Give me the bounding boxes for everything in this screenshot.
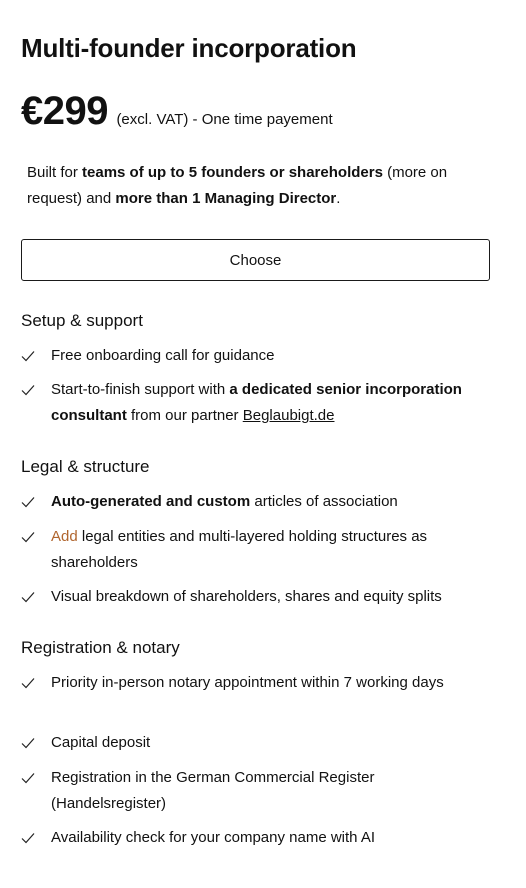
feature-item [21,489,492,515]
feature-item [21,377,492,429]
feature-text: Availability check for your company name with AI [51,829,376,846]
section-title-registration: Registration & notary [21,638,180,657]
feature-text: Visual breakdown of shareholders, shares and equity splits [51,588,442,605]
feature-item [21,584,492,610]
feature-text [51,489,492,515]
price-note: (excl. VAT) - One time payement [116,111,333,128]
check-icon [21,531,35,543]
feature-text: Free onboarding call for guidance [51,347,275,364]
plan-description [27,160,487,212]
feature-text-part: legal entities and multi-layered holding structures as shareholders [51,528,428,571]
description-text: . [336,190,341,207]
choose-button[interactable]: Choose [21,239,490,281]
feature-text: Priority in-person notary appointment within 7 working days [51,674,444,691]
feature-item [21,730,492,756]
section-title-legal: Legal & structure [21,457,150,476]
feature-item [21,524,492,576]
check-icon [21,384,35,396]
feature-text-bold: Auto-generated and custom [51,493,251,510]
feature-item [21,343,492,369]
feature-text: Registration in the German Commercial Register (Handelsregister) [51,769,375,812]
description-text: Built for [27,164,83,181]
description-bold-founders: teams of up to 5 founders or shareholders [82,164,383,181]
section-title-setup: Setup & support [21,311,143,330]
check-icon [21,772,35,784]
feature-item [21,670,492,696]
description-text: (more on request) and [27,164,448,207]
feature-text-part: articles of association [250,493,398,510]
check-icon [21,832,35,844]
feature-text: Capital deposit [51,734,151,751]
plan-price: €299 [21,89,108,133]
feature-text-part: Start-to-finish support with [51,381,230,398]
plan-title: Multi-founder incorporation [21,33,357,63]
feature-text [51,524,492,576]
feature-text-bold: a dedicated senior incorporation consultant [51,381,462,424]
check-icon [21,677,35,689]
feature-text [51,377,492,429]
price-row [21,86,333,145]
feature-item [21,765,492,817]
check-icon [21,350,35,362]
description-bold-directors: more than 1 Managing Director [115,190,337,207]
check-icon [21,737,35,749]
feature-text-part: from our partner [126,407,243,424]
feature-item [21,825,492,851]
check-icon [21,591,35,603]
check-icon [21,496,35,508]
beglaubigt-link[interactable]: Beglaubigt.de [242,407,335,424]
add-entities-link[interactable]: Add [51,528,78,545]
